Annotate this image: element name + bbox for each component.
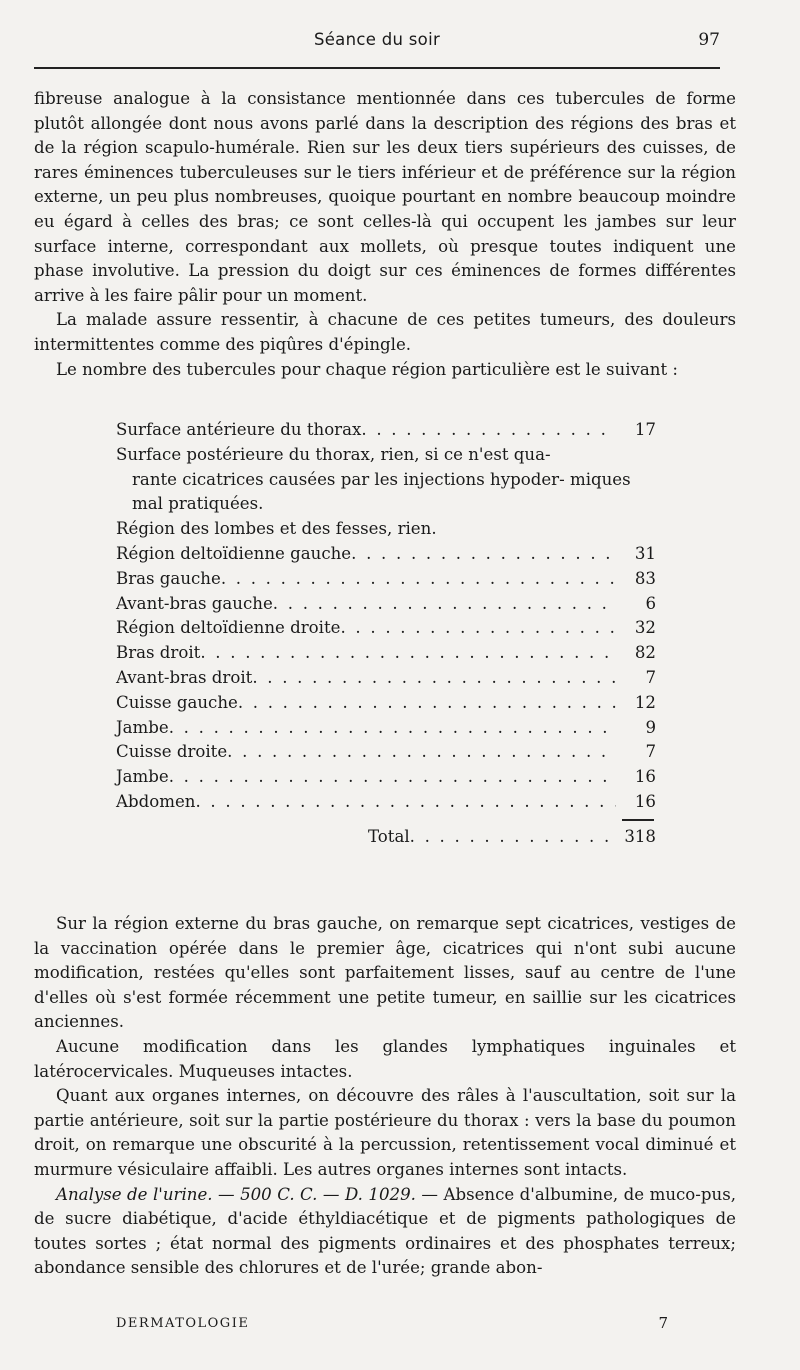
leader-dots xyxy=(195,790,616,815)
row-value: 6 xyxy=(645,593,656,613)
table-row xyxy=(116,542,656,567)
total-label: Total xyxy=(368,826,410,846)
paragraph-urine-analysis xyxy=(34,1183,736,1281)
table-row xyxy=(116,666,656,691)
total-value: 318 xyxy=(624,826,656,846)
table-row xyxy=(116,716,656,741)
row-label: Région deltoïdienne droite xyxy=(116,618,341,638)
row-label: Abdomen xyxy=(116,791,196,811)
leader-dots xyxy=(410,825,616,850)
row-label: Bras droit xyxy=(116,643,201,663)
leader-dots xyxy=(340,616,616,641)
row-value: 16 xyxy=(634,767,656,787)
leader-dots xyxy=(221,567,616,592)
urine-analysis-heading: Analyse de l'urine. — 500 C. C. — D. 1029. xyxy=(56,1184,416,1204)
row-label: Cuisse gauche xyxy=(116,692,238,712)
signature-number: 7 xyxy=(658,1314,668,1332)
leader-dots xyxy=(169,716,616,741)
page-footer xyxy=(34,1312,720,1336)
leader-dots xyxy=(238,691,616,716)
table-row xyxy=(116,443,656,517)
table-row xyxy=(116,765,656,790)
row-label: Bras gauche xyxy=(116,568,221,588)
row-value: 83 xyxy=(634,568,656,588)
body-text-bottom xyxy=(34,912,736,1281)
row-value: 82 xyxy=(634,643,656,663)
row-label: Jambe xyxy=(116,717,169,737)
row-value: 32 xyxy=(634,618,656,638)
paragraph: Quant aux organes internes, on découvre des râles à l'auscultation, soit sur la partie antérieure, soit sur la partie postérieure du thorax : vers la base du poumon droit, on remarque une obscurité à la percussion, retentissement vocal diminué et murmure vésiculaire affaibli. Les autres organes internes sont intacts. xyxy=(34,1086,736,1179)
table-row xyxy=(116,567,656,592)
running-header xyxy=(34,28,720,58)
row-label-continued: rante cicatrices causées par les injections hypoder- miques mal pratiquées. xyxy=(132,469,631,514)
row-label: Surface antérieure du thorax xyxy=(116,420,362,439)
row-label: Surface postérieure du thorax, rien, si ce n'est qua- xyxy=(116,444,551,464)
row-label: Avant-bras droit xyxy=(116,667,253,687)
paragraph: La malade assure ressentir, à chacune de ces petites tumeurs, des douleurs intermittentes comme des piqûres d'épingle. xyxy=(34,310,736,354)
leader-dots xyxy=(200,641,616,666)
paragraph: Sur la région externe du bras gauche, on remarque sept cicatrices, vestiges de la vaccination opérée dans le premier âge, cicatrices qui n'ont subi aucune modification, restées qu'elles sont parfaitement lisses, sauf au centre de l'une d'elles où s'est formée récemment une petite tumeur, en saillie sur les cicatrices anciennes. xyxy=(34,914,736,1032)
leader-dots xyxy=(361,418,616,443)
paragraph: Le nombre des tubercules pour chaque région particulière est le suivant : xyxy=(56,359,678,379)
row-label: Cuisse droite xyxy=(116,742,228,762)
row-label: Jambe xyxy=(116,767,169,787)
running-title: Séance du soir xyxy=(313,30,441,49)
row-value: 16 xyxy=(634,791,656,811)
row-value: 7 xyxy=(645,742,656,762)
row-label: Région des lombes et des fesses, rien. xyxy=(116,519,437,539)
leader-dots xyxy=(351,542,616,567)
total-row xyxy=(116,825,656,850)
row-value: 9 xyxy=(645,717,656,737)
leader-dots xyxy=(169,765,616,790)
signature-mark: DERMATOLOGIE xyxy=(116,1316,250,1331)
table-row xyxy=(116,790,656,815)
table-row xyxy=(116,641,656,666)
table-row xyxy=(116,616,656,641)
urine-analysis-text: — Absence d'albumine, de muco-pus, de sucre diabétique, d'acide éthyldiacétique et de pigments pathologiques de toutes sortes ; état normal des pigments ordinaires et des phosphates terreux; abondance sensible des chlorures et de l'urée; grande abon- xyxy=(34,1184,736,1278)
row-value: 31 xyxy=(634,543,656,563)
table-row xyxy=(116,418,656,443)
tubercle-count-table xyxy=(116,418,656,850)
header-rule xyxy=(34,67,720,69)
leader-dots xyxy=(227,740,616,765)
paragraph: fibreuse analogue à la consistance mentionnée dans ces tubercules de forme plutôt allongée dont nous avons parlé dans la description des régions des bras et de la région scapulo-humérale. Rien sur les deux tiers supérieurs des cuisses, de rares éminences tuberculeuses sur le tiers inférieur et de préférence sur la région externe, un peu plus nombreuses, quoique pourtant en nombre beaucoup moindre eu égard à celles des bras; ce sont celles-là qui occupent les jambes sur leur surface interne, correspondant aux mollets, où presque toutes indiquent une phase involutive. La pression du doigt sur ces éminences de formes différentes arrive à les faire pâlir pour un moment. xyxy=(34,89,736,305)
sum-rule xyxy=(622,819,654,821)
row-label: Région deltoïdienne gauche xyxy=(116,543,352,563)
body-text-top xyxy=(34,87,736,382)
table-row xyxy=(116,740,656,765)
table-row xyxy=(116,592,656,617)
table-row xyxy=(116,517,656,542)
paragraph: Aucune modification dans les glandes lymphatiques inguinales et latérocervicales. Muqueuses intactes. xyxy=(34,1036,736,1081)
table-row xyxy=(116,691,656,716)
page-number: 97 xyxy=(698,30,720,50)
row-value: 17 xyxy=(634,420,656,439)
leader-dots xyxy=(252,666,616,691)
row-label: Avant-bras gauche xyxy=(116,593,273,613)
leader-dots xyxy=(273,592,616,617)
row-value: 7 xyxy=(645,667,656,687)
row-value: 12 xyxy=(634,692,656,712)
